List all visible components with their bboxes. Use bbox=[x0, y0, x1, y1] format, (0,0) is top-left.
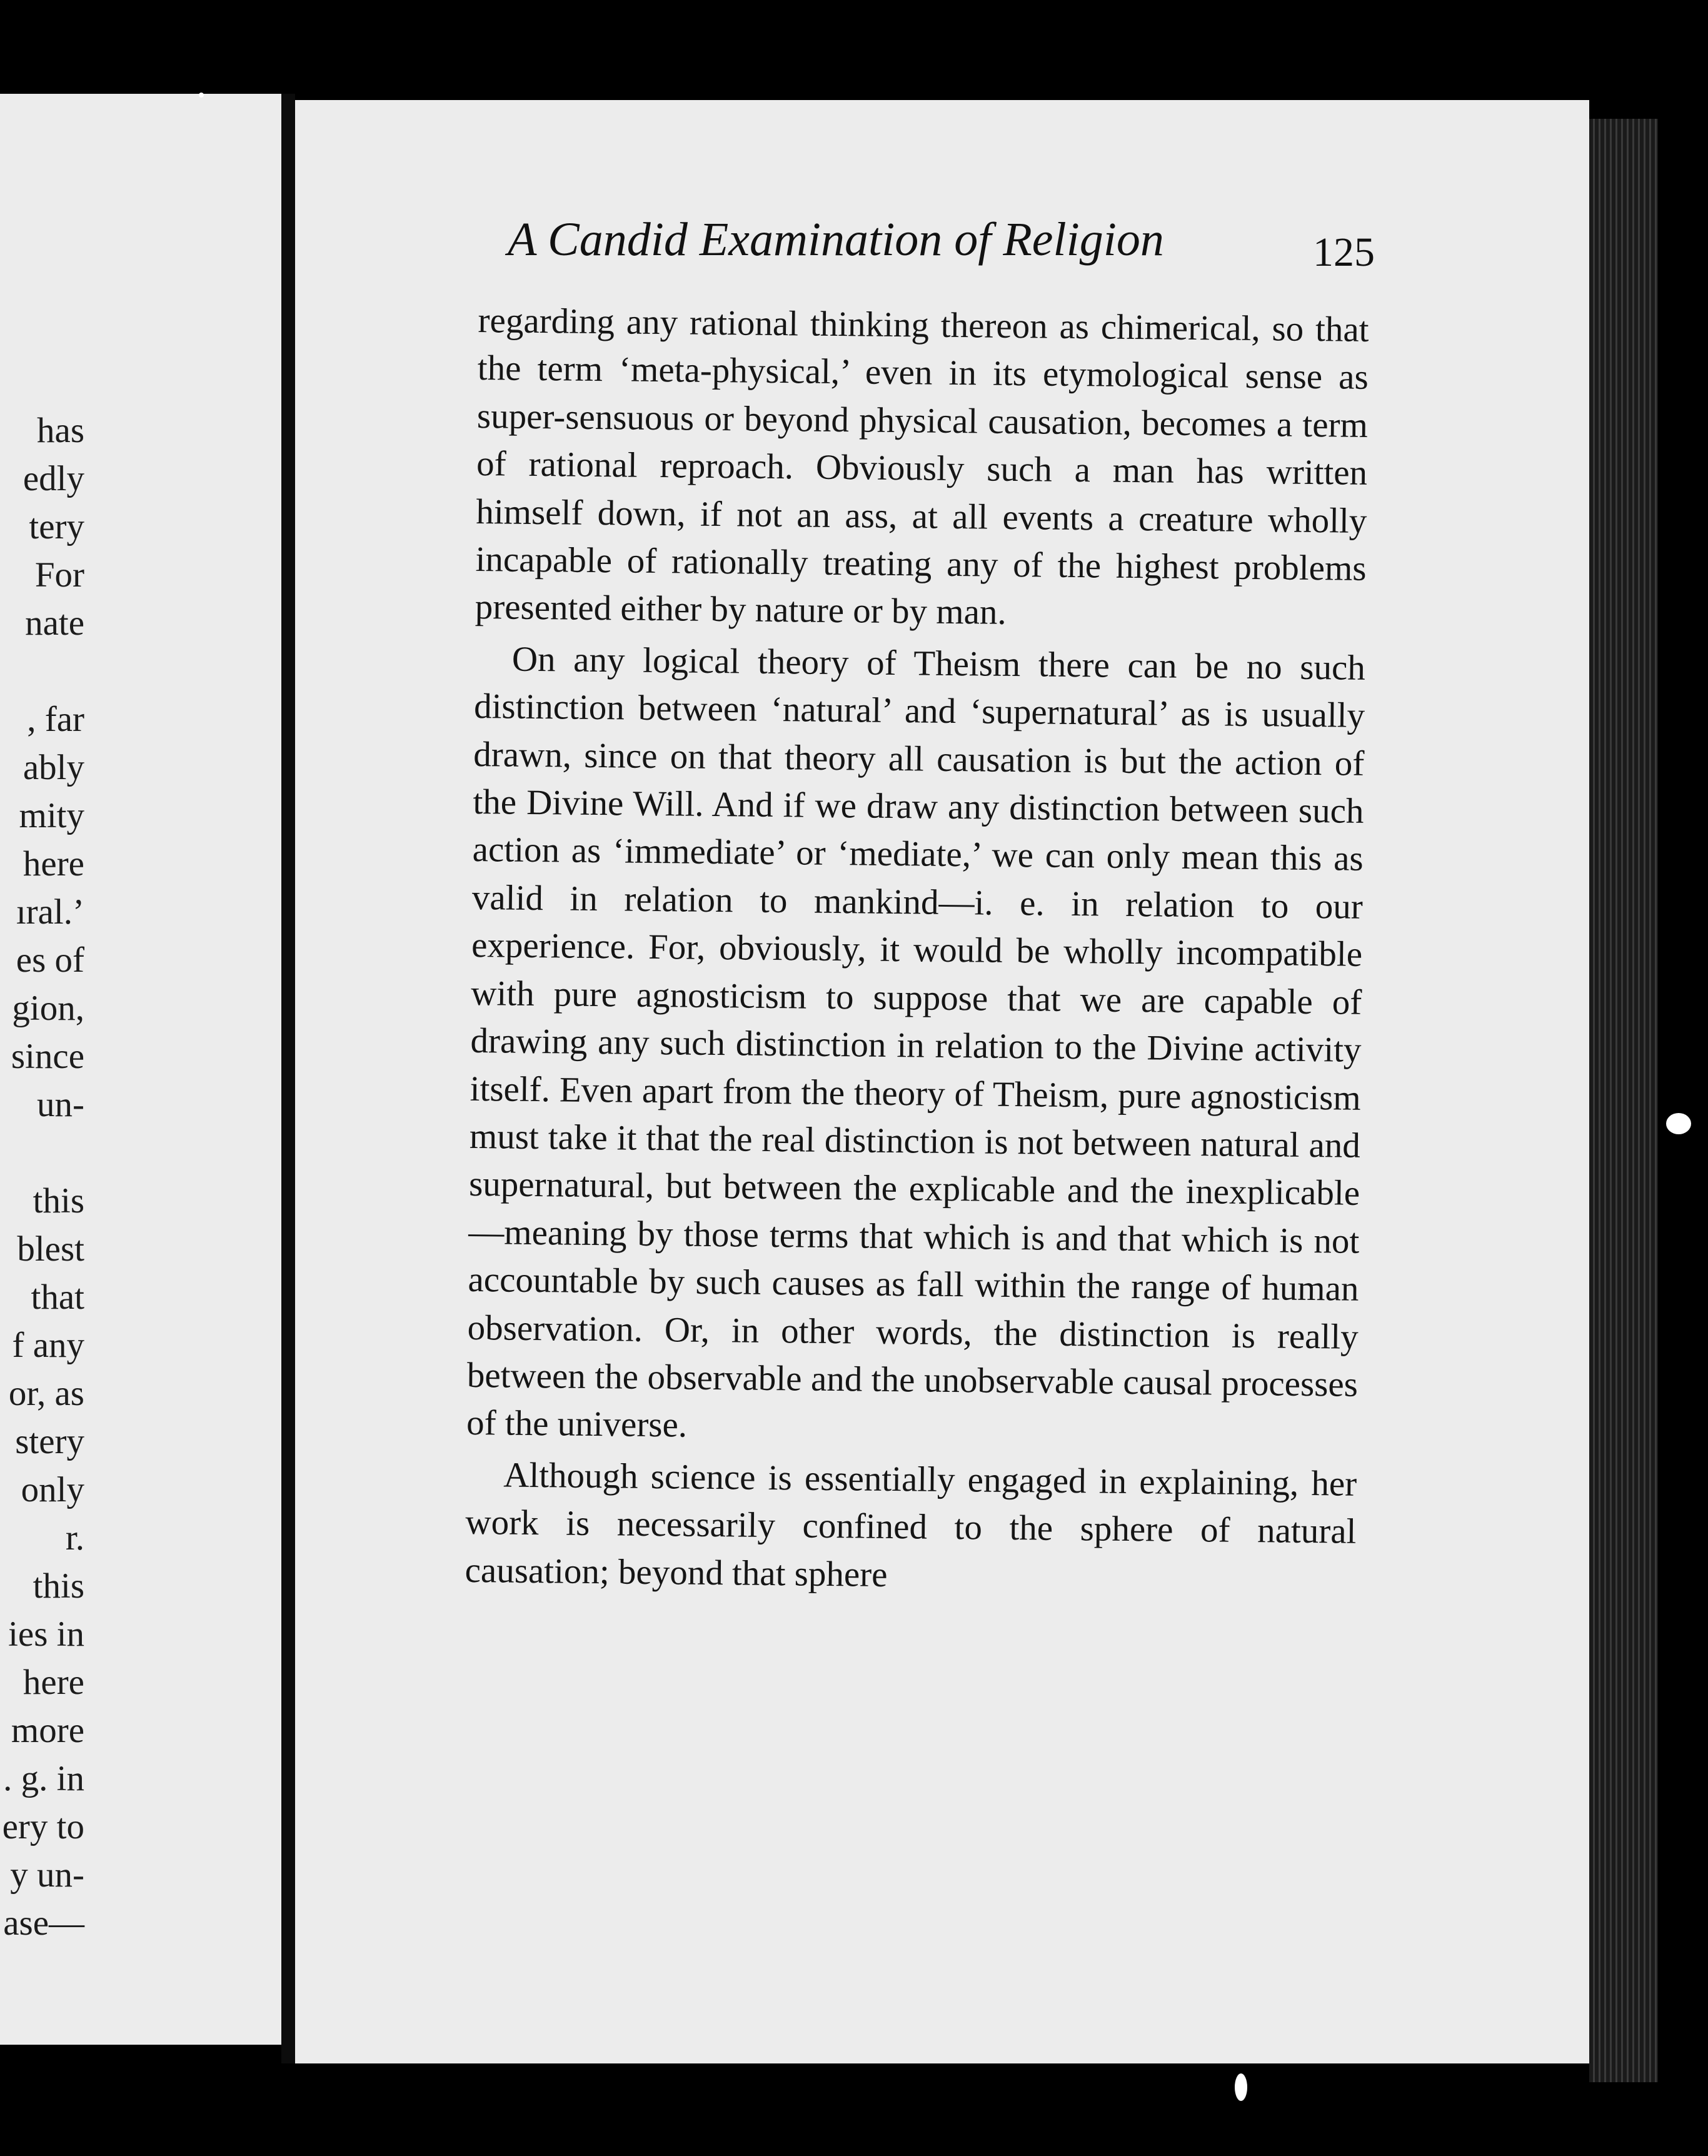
paper-speck bbox=[1235, 2073, 1247, 2101]
left-fragment-line: only bbox=[21, 1470, 84, 1509]
paragraph: regarding any rational thinking thereon as chimerical, so that the term ‘meta-physical,’ even in its etymological sense as super-sensuous or beyond physical causation, becomes a term of rational reproach. Obviously such a man has written himself down, if not an ass, at all events a creature wholly incapable of rationally treating any of the highest problems presented either by nature or by man. bbox=[475, 300, 1369, 633]
left-fragment-line: has bbox=[37, 411, 84, 450]
left-fragment-line: f any bbox=[12, 1326, 84, 1365]
left-page-text-fragments bbox=[0, 406, 84, 1947]
paragraph: Although science is essentially engaged in explaining, her work is necessarily confined to the sphere of natural causation; beyond that sphere bbox=[465, 1455, 1357, 1594]
left-fragment-line: . g. in bbox=[3, 1759, 84, 1798]
left-fragment-gap bbox=[0, 647, 84, 695]
left-fragment-line: since bbox=[11, 1037, 84, 1076]
left-fragment-line: r. bbox=[65, 1518, 84, 1558]
book-gutter bbox=[281, 94, 295, 2063]
left-fragment-line: nate bbox=[25, 603, 84, 643]
left-fragment-line: stery bbox=[15, 1422, 84, 1461]
left-fragment-line: es of bbox=[16, 940, 84, 980]
left-fragment-line: more bbox=[11, 1711, 84, 1750]
left-fragment-line: blest bbox=[17, 1229, 84, 1269]
left-page bbox=[0, 94, 281, 2045]
left-fragment-line: tery bbox=[29, 507, 84, 547]
left-fragment-line: ıral.’ bbox=[16, 892, 84, 932]
left-fragment-line: ase— bbox=[3, 1903, 84, 1943]
left-fragment-line: un- bbox=[37, 1085, 84, 1124]
left-fragment-line: ably bbox=[23, 748, 84, 787]
left-fragment-gap bbox=[0, 1129, 84, 1177]
page-edges bbox=[1589, 119, 1658, 2082]
left-fragment-line: edly bbox=[23, 459, 84, 498]
left-fragment-line: ery to bbox=[2, 1807, 84, 1846]
left-fragment-line: , far bbox=[27, 700, 84, 739]
left-fragment-line: that bbox=[31, 1277, 84, 1317]
paper-speck bbox=[1666, 1113, 1691, 1134]
body-text bbox=[465, 297, 1369, 1604]
paragraph: On any logical theory of Theism there can be no such distinction between ‘natural’ and ‘supernatural’ as is usually drawn, since on that theory all causation is but the action of the Divine Will. And if we draw any distinction between such action as ‘immediate’ or ‘mediate,’ we can only mean this as valid in relation to mankind—i. e. in relation to our experience. For, obviously, it would be wholly incompatible with pure agnosticism to suppose that we are capable of drawing any such distinction in relation to the Divine activity itself. Even apart from the theory of Theism, pure agnosticism must take it that the real distinction is not between natural and supernatural, but between the explicable and the inexplicable—meaning by those terms that which is and that which is not accountable by such causes as fall within the range of human observation. Or, in other words, the distinction is really between the observable and the unobservable causal processes of the universe. bbox=[466, 639, 1366, 1445]
left-fragment-line: here bbox=[23, 844, 84, 884]
left-fragment-line: or, as bbox=[8, 1374, 84, 1413]
left-fragment-line: here bbox=[23, 1663, 84, 1702]
running-head: A Candid Examination of Religion bbox=[508, 213, 1164, 266]
left-fragment-line: y un- bbox=[10, 1855, 84, 1895]
left-fragment-line: this bbox=[33, 1181, 84, 1221]
page-number: 125 bbox=[1313, 229, 1375, 275]
left-fragment-line: ies in bbox=[8, 1614, 84, 1654]
paper-speck bbox=[199, 93, 204, 98]
left-fragment-line: For bbox=[34, 555, 84, 595]
left-fragment-line: this bbox=[33, 1566, 84, 1606]
left-fragment-line: mity bbox=[19, 796, 84, 835]
left-fragment-line: gion, bbox=[12, 989, 84, 1028]
